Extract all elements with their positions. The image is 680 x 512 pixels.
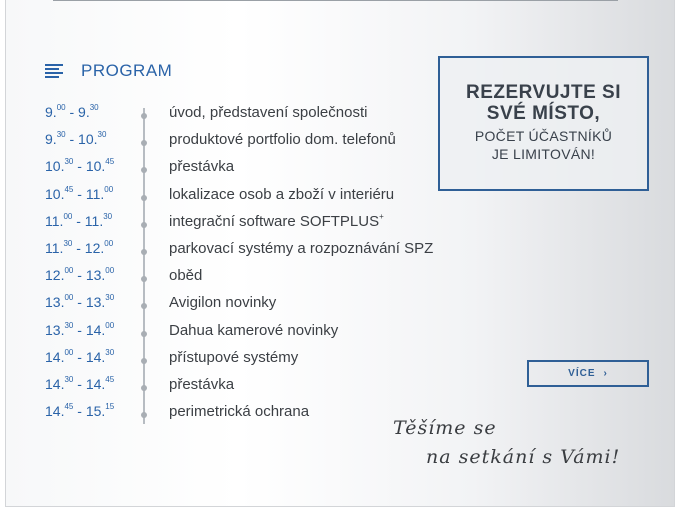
- timeline-dot: [141, 140, 147, 146]
- program-title: PROGRAM: [81, 61, 173, 80]
- schedule-time: [45, 158, 114, 174]
- start-minute: 45: [64, 184, 74, 194]
- start-minute: 30: [63, 238, 73, 248]
- end-hour: 12.: [84, 239, 105, 256]
- time-separator: -: [73, 348, 86, 365]
- timeline-dot: [141, 276, 147, 282]
- end-hour: 11.: [85, 185, 105, 202]
- schedule-topic: [169, 294, 276, 311]
- schedule-topic: [169, 403, 309, 420]
- timeline-dot: [141, 113, 147, 119]
- timeline-dot: [141, 358, 147, 364]
- schedule-topic: [169, 376, 234, 393]
- end-hour: 13.: [85, 294, 106, 311]
- topic-text: oběd: [169, 267, 203, 285]
- start-minute: 00: [64, 266, 74, 276]
- start-hour: 13.: [45, 321, 65, 338]
- end-minute: 00: [105, 320, 115, 330]
- time-separator: -: [73, 321, 86, 338]
- time-separator: -: [73, 158, 86, 175]
- topic-text: parkovací systémy a rozpoznávání SPZ: [169, 239, 434, 257]
- start-minute: 45: [64, 402, 74, 412]
- time-separator: -: [72, 212, 85, 229]
- start-hour: 10.: [45, 158, 65, 175]
- end-minute: 00: [104, 184, 114, 194]
- topic-text: přístupové systémy: [169, 348, 299, 366]
- topic-text: Dahua kamerové novinky: [169, 321, 339, 339]
- schedule-time: [45, 376, 114, 392]
- timeline-dot: [141, 303, 147, 309]
- time-separator: -: [65, 131, 79, 148]
- end-hour: 10.: [85, 158, 106, 175]
- end-hour: 15.: [85, 403, 106, 420]
- time-separator: -: [73, 294, 86, 311]
- end-hour: 14.: [85, 321, 106, 338]
- start-hour: 14.: [45, 375, 65, 392]
- start-hour: 14.: [45, 348, 65, 365]
- end-minute: 00: [104, 238, 114, 248]
- schedule-topic: [169, 213, 384, 230]
- schedule-topic: [169, 349, 298, 366]
- reservation-headline-2: SVÉ MÍSTO,: [486, 103, 601, 124]
- reservation-box: [438, 56, 649, 191]
- topic-text: úvod, představení společnosti: [169, 104, 368, 121]
- start-hour: 13.: [45, 294, 65, 311]
- schedule-row: [0, 240, 520, 267]
- end-minute: 30: [105, 347, 115, 357]
- start-minute: 30: [56, 130, 66, 140]
- reservation-note-1: POČET ÚČASTNÍKŮ: [474, 128, 613, 144]
- end-hour: 10.: [78, 131, 98, 148]
- schedule-topic: [169, 267, 202, 284]
- topic-text: integrační software SOFTPLUS: [169, 212, 380, 230]
- end-minute: 45: [105, 374, 115, 384]
- schedule-time: [45, 104, 99, 120]
- topic-text: produktové portfolio dom. telefonů: [169, 131, 396, 149]
- schedule-time: [45, 322, 114, 338]
- timeline-dot: [141, 195, 147, 201]
- start-hour: 9.: [45, 131, 57, 148]
- end-minute: 45: [105, 157, 115, 167]
- schedule-row: [0, 349, 520, 376]
- topic-text: perimetrická ochrana: [169, 403, 310, 421]
- start-hour: 9.: [45, 104, 57, 120]
- topic-superscript: +: [379, 211, 384, 221]
- chevron-right-icon: ›: [603, 368, 608, 379]
- schedule-topic: [169, 240, 433, 257]
- timeline-dot: [141, 167, 147, 173]
- schedule-time: [45, 349, 114, 365]
- end-minute: 00: [105, 266, 115, 276]
- align-left-icon: [45, 64, 65, 78]
- more-button[interactable]: [527, 360, 649, 387]
- start-minute: 00: [64, 347, 74, 357]
- schedule-time: [45, 403, 114, 419]
- end-hour: 9.: [78, 104, 90, 120]
- start-minute: 00: [56, 103, 66, 112]
- timeline-dot: [141, 412, 147, 418]
- timeline-dot: [141, 249, 147, 255]
- timeline-dot: [141, 331, 147, 337]
- schedule-topic: [169, 322, 338, 339]
- schedule-time: [45, 267, 114, 283]
- top-divider: [53, 0, 618, 1]
- start-minute: 30: [64, 374, 74, 384]
- start-hour: 11.: [45, 239, 64, 256]
- end-minute: 15: [105, 402, 115, 412]
- topic-text: přestávka: [169, 158, 235, 176]
- schedule-row: [0, 294, 520, 321]
- schedule-topic: [169, 104, 367, 121]
- start-hour: 11.: [45, 212, 64, 229]
- topic-text: přestávka: [169, 375, 235, 393]
- start-minute: 00: [64, 293, 74, 303]
- time-separator: -: [65, 104, 79, 120]
- more-button-label: VÍCE: [568, 368, 596, 379]
- greeting-line-1: Těšíme se: [393, 417, 497, 439]
- start-hour: 10.: [45, 185, 65, 202]
- schedule-row: [0, 213, 520, 240]
- schedule-time: [45, 213, 112, 229]
- time-separator: -: [73, 403, 86, 420]
- start-hour: 12.: [45, 267, 65, 284]
- time-separator: -: [73, 375, 86, 392]
- start-minute: 30: [64, 320, 74, 330]
- end-hour: 13.: [85, 267, 106, 284]
- end-minute: 30: [89, 103, 99, 112]
- end-hour: 14.: [85, 348, 106, 365]
- end-hour: 14.: [85, 375, 106, 392]
- program-header: [45, 60, 172, 82]
- end-minute: 30: [97, 130, 107, 140]
- schedule-topic: [169, 158, 234, 175]
- reservation-headline-1: REZERVUJTE SI: [465, 82, 622, 103]
- reservation-note-2: JE LIMITOVÁN!: [491, 146, 596, 162]
- schedule-topic: [169, 186, 394, 203]
- timeline-dot: [141, 385, 147, 391]
- schedule-row: [0, 267, 520, 294]
- schedule-topic: [169, 131, 396, 148]
- greeting-line-2: na setkání s Vámi!: [426, 446, 621, 468]
- schedule-time: [45, 294, 114, 310]
- end-minute: 30: [103, 211, 113, 221]
- start-minute: 00: [63, 211, 73, 221]
- end-hour: 11.: [84, 212, 104, 229]
- time-separator: -: [73, 185, 86, 202]
- start-hour: 14.: [45, 403, 65, 420]
- schedule-time: [45, 186, 113, 202]
- schedule-row: [0, 322, 520, 349]
- schedule-time: [45, 240, 113, 256]
- topic-text: lokalizace osob a zboží v interiéru: [169, 185, 395, 203]
- start-minute: 30: [64, 157, 74, 167]
- schedule-time: [45, 131, 106, 147]
- end-minute: 30: [105, 293, 115, 303]
- schedule-row: [0, 376, 520, 403]
- time-separator: -: [73, 267, 86, 284]
- time-separator: -: [72, 239, 85, 256]
- topic-text: Avigilon novinky: [169, 294, 277, 312]
- timeline-dot: [141, 222, 147, 228]
